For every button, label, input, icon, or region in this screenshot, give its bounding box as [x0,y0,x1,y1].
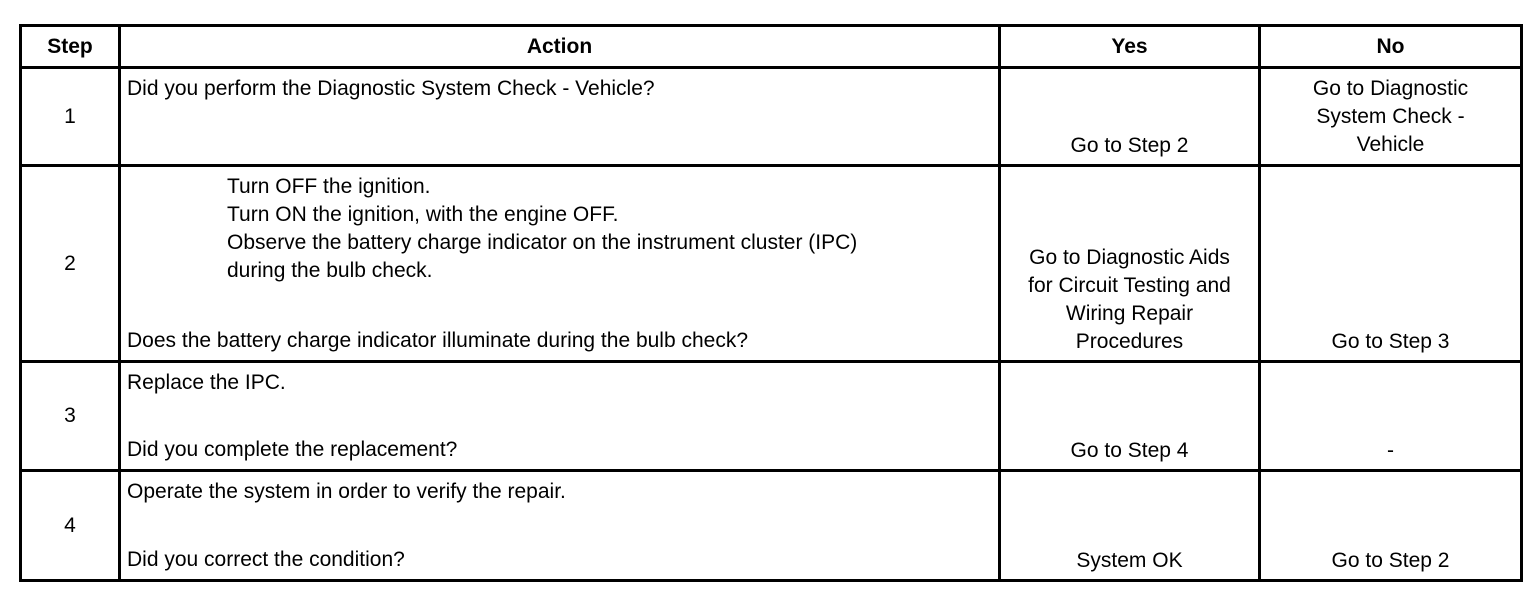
action-cell [120,166,1000,362]
step-number: 4 [21,471,120,581]
table-row [21,362,1522,471]
no-text-line: Go to Step 3 [1331,330,1450,353]
action-question: Did you complete the replacement? [127,438,458,461]
step-number: 3 [21,362,120,471]
action-instruction: Operate the system in order to verify the repair. [127,480,566,503]
yes-cell [1000,471,1260,581]
action-question: Does the battery charge indicator illuminate during the bulb check? [127,329,749,352]
no-text-line: Go to Step 2 [1331,549,1450,572]
no-cell [1260,471,1522,581]
yes-text-line: for Circuit Testing and [1028,274,1231,297]
action-cell [120,68,1000,166]
action-question: Did you perform the Diagnostic System Check - Vehicle? [127,77,655,100]
yes-text-line: Go to Step 2 [1070,134,1189,157]
action-cell [120,471,1000,581]
no-text-line: - [1387,439,1394,462]
action-instruction: Turn OFF the ignition. [227,175,431,198]
header-row [21,26,1522,68]
action-instruction: during the bulb check. [227,259,433,282]
header-yes: Yes [1000,26,1260,68]
action-instructions [127,173,992,285]
table-row [21,166,1522,362]
diagnostic-table [19,24,1523,582]
no-text-line: System Check - [1316,105,1465,128]
yes-text-line: Go to Diagnostic Aids [1029,246,1230,269]
yes-text-line: System OK [1076,549,1183,572]
yes-cell [1000,362,1260,471]
yes-cell [1000,68,1260,166]
action-instruction: Observe the battery charge indicator on the instrument cluster (IPC) [227,231,858,254]
action-question: Did you correct the condition? [127,548,405,571]
no-text-line: Go to Diagnostic [1312,77,1469,100]
action-instruction: Replace the IPC. [127,371,286,394]
no-cell [1260,362,1522,471]
action-instruction: Turn ON the ignition, with the engine OFF. [227,203,619,226]
yes-text-line: Wiring Repair [1065,302,1194,325]
header-step: Step [21,26,120,68]
step-number: 1 [21,68,120,166]
table-row [21,68,1522,166]
no-cell [1260,166,1522,362]
header-action: Action [120,26,1000,68]
no-cell [1260,68,1522,166]
no-text-line: Vehicle [1356,133,1425,156]
header-no: No [1260,26,1522,68]
table-row [21,471,1522,581]
yes-cell [1000,166,1260,362]
yes-text-line: Go to Step 4 [1070,439,1189,462]
step-number: 2 [21,166,120,362]
yes-text-line: Procedures [1075,330,1184,353]
action-cell [120,362,1000,471]
